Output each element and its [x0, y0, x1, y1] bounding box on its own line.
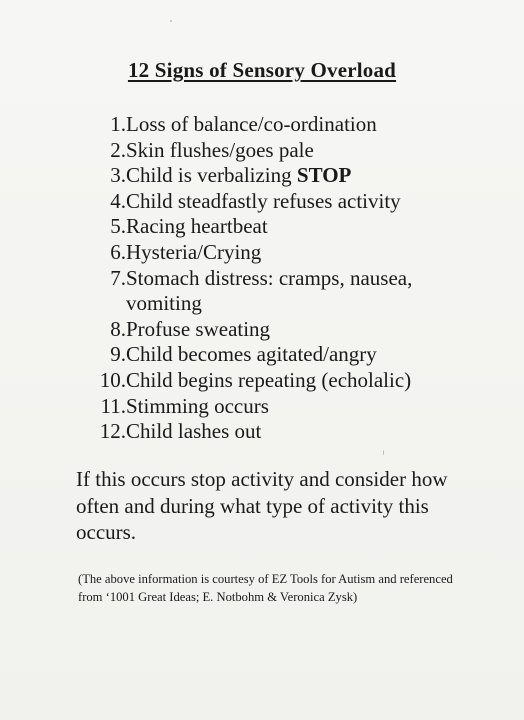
item-number: 7. — [110, 265, 126, 290]
list-item — [84, 394, 466, 420]
item-number: 12. — [99, 419, 126, 444]
item-text: Loss of balance/co-ordination — [126, 112, 377, 136]
list-item — [84, 112, 466, 138]
item-number: 8. — [110, 316, 126, 341]
item-text: Stimming occurs — [126, 393, 269, 418]
item-text: Hysteria/Crying — [126, 239, 262, 264]
item-text: Child begins repeating (echolalic) — [126, 367, 412, 392]
list-item — [84, 342, 466, 368]
list-item — [84, 368, 466, 394]
item-text: Child lashes out — [126, 419, 262, 444]
list-item — [84, 214, 466, 240]
document-title: 12 Signs of Sensory Overload — [127, 58, 397, 82]
item-text: Child steadfastly refuses activity — [126, 188, 401, 213]
item-text: Child becomes agitated/angry — [126, 342, 377, 367]
item-number: 2. — [110, 137, 126, 162]
item-text — [126, 163, 466, 189]
item-text: Stomach distress: cramps, nausea, vomiting — [126, 265, 413, 316]
list-item — [84, 266, 466, 317]
item-number: 10. — [99, 367, 126, 392]
item-text-prefix: Child is verbalizing — [126, 163, 297, 188]
list-item — [84, 138, 466, 164]
credit-note: (The above information is courtesy of EZ Tools for Autism and referenced from ‘1001 Great Ideas; E. Notbohm & Veronica Zysk) — [78, 572, 453, 604]
item-number: 1. — [110, 112, 126, 136]
item-text: Racing heartbeat — [126, 214, 268, 239]
list-item — [84, 240, 466, 266]
list-item — [84, 189, 466, 215]
item-number: 4. — [110, 188, 126, 213]
item-number: 5. — [110, 214, 126, 239]
item-number: 11. — [100, 393, 126, 418]
item-number: 3. — [110, 163, 126, 188]
item-text-emphasis: STOP — [296, 163, 352, 188]
list-item — [84, 419, 466, 445]
list-item — [84, 163, 466, 189]
item-number: 9. — [110, 342, 126, 367]
list-item — [84, 317, 466, 343]
item-number: 6. — [110, 239, 126, 264]
signs-list — [84, 112, 466, 445]
item-text: Skin flushes/goes pale — [126, 137, 314, 162]
item-text: Profuse sweating — [126, 316, 271, 341]
scan-speck — [383, 450, 384, 455]
scan-speck — [170, 20, 172, 22]
advice-paragraph: If this occurs stop activity and consider how often and during what type of activity this occurs. — [76, 467, 448, 544]
